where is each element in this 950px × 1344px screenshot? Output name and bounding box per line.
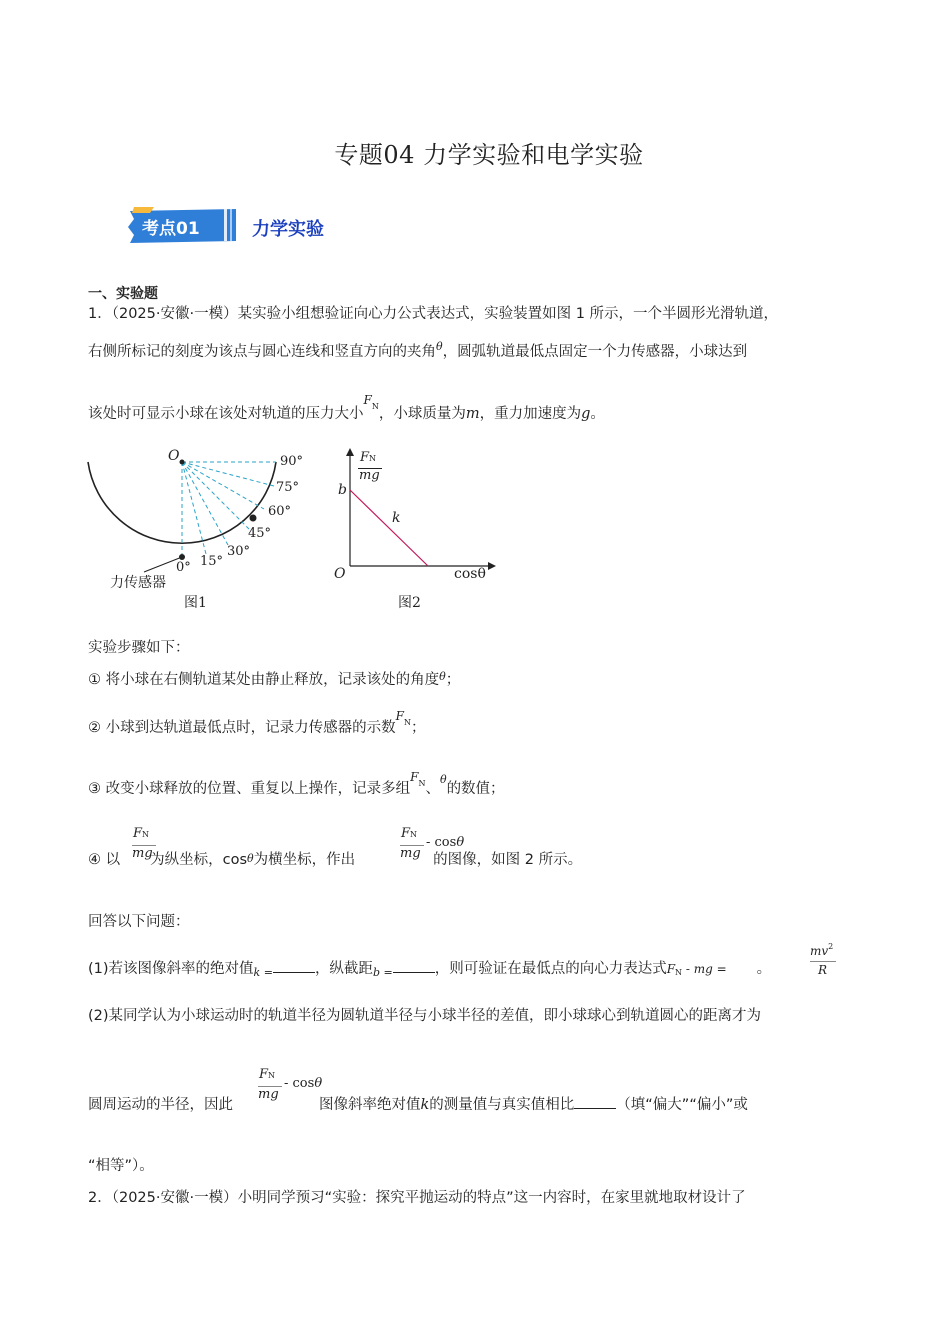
step-2: [88, 709, 426, 740]
mass-symbol: m: [465, 406, 480, 422]
part-1-text-a: (1)若该图像斜率的绝对值: [88, 961, 254, 977]
page-title: 专题04 力学实验和电学实验: [334, 141, 644, 169]
exercise-heading: 一、实验题: [88, 286, 158, 302]
frac2-minus-cos: [426, 835, 464, 850]
angle-75-label: 75°: [276, 480, 300, 495]
step-4-theta: θ: [247, 852, 254, 865]
figure-1-caption: 图1: [184, 595, 207, 611]
formula-den: R: [818, 963, 828, 977]
angle-30-label: 30°: [227, 544, 251, 559]
q1-line3: [88, 393, 605, 426]
x-axis-label: cosθ: [454, 566, 486, 582]
step-4-fraction-1: [132, 826, 158, 866]
figure-1: [84, 446, 314, 616]
q1-number: 1．: [88, 306, 112, 322]
step-3-theta: θ: [439, 773, 447, 786]
q1-text-2b: ，圆弧轨道最低点固定一个力传感器，小球达到: [442, 344, 748, 360]
step-2-fn-sub: N: [403, 718, 411, 727]
step-1-text: ① 将小球在右侧轨道某处由静止释放，记录该处的角度: [88, 672, 440, 688]
step-3-fn-sub: N: [418, 779, 426, 788]
frac2-den: mg: [400, 846, 421, 861]
p2frac-f: F: [259, 1067, 269, 1082]
angle-0-label: 0°: [176, 560, 191, 575]
steps-intro: 实验步骤如下：: [88, 640, 190, 656]
theta-symbol: θ: [436, 340, 443, 353]
section-label: 力学实验: [252, 219, 324, 240]
step-2-text: ② 小球到达轨道最低点时，记录力传感器的示数: [88, 720, 396, 736]
step-2-end: ；: [410, 720, 426, 736]
q1-text-3d: 。: [590, 406, 605, 422]
step-1-end: ；: [445, 672, 461, 688]
step-1: [88, 670, 460, 691]
step-4-fraction-2: [400, 826, 480, 866]
fn-subscript: N: [371, 402, 379, 411]
y-axis-label-num: [360, 450, 376, 465]
formula-bar: [810, 961, 836, 962]
y-axis-sub: N: [369, 454, 377, 463]
part-1-end: 。: [756, 961, 772, 977]
step-4-text-c: 为横坐标，作出: [253, 852, 356, 868]
frac1-sub: N: [142, 830, 150, 839]
step-2-fn: F: [395, 709, 404, 723]
part-1-text-c: ，则可验证在最低点的向心力表达式: [434, 961, 667, 977]
origin-o-label: O: [334, 566, 346, 582]
b-equals: b =: [372, 966, 393, 979]
part-2-fraction: [258, 1067, 338, 1107]
q1-text-3c: ，重力加速度为: [479, 406, 582, 422]
q1-text-3a: 该处时可显示小球在该处对轨道的压力大小: [88, 406, 364, 422]
formula-num: [810, 944, 833, 958]
part-2-text-b: 圆周运动的半径，因此: [88, 1097, 233, 1113]
fn-symbol: F: [363, 393, 372, 407]
part-2-text-c: 图像斜率绝对值: [319, 1097, 421, 1113]
badge-label: 考点01: [142, 219, 200, 239]
step-4-text-d: 的图像，如图 2 所示。: [433, 852, 583, 868]
gravity-symbol: g: [581, 406, 591, 422]
formula-fraction: [810, 944, 838, 984]
answer-intro: 回答以下问题：: [88, 914, 190, 930]
frac1-num: [133, 826, 149, 841]
step-4-text-a: ④ 以: [88, 852, 121, 868]
step-3-sep: 、: [425, 781, 440, 797]
angle-15-label: 15°: [200, 554, 224, 569]
step-3-end: 的数值；: [446, 781, 505, 797]
p2frac-den: mg: [258, 1087, 279, 1102]
step-3-fn: F: [410, 770, 419, 784]
y-axis-label-den: mg: [359, 468, 380, 483]
frac2-f: F: [401, 826, 411, 841]
answer-part-2-line1: (2)某同学认为小球运动时的轨道半径为圆轨道半径与小球半径的差值，即小球球心到轨道圆心的距离才为: [88, 1008, 762, 1024]
q2-text: 小明同学预习“实验：探究平抛运动的特点”这一内容时，在家里就地取材设计了: [237, 1190, 746, 1206]
formula-f: F: [666, 962, 676, 976]
blank-k[interactable]: [273, 958, 315, 973]
y-axis-f: F: [360, 450, 370, 465]
p2frac-num: [259, 1067, 275, 1082]
blank-compare[interactable]: [574, 1094, 616, 1109]
frac1-f: F: [133, 826, 143, 841]
blank-b[interactable]: [393, 958, 435, 973]
q2-source: （2025·安徽·一模）: [111, 1190, 238, 1206]
q1-text-2a: 右侧所标记的刻度为该点与圆心连线和竖直方向的夹角: [88, 344, 436, 360]
figure-2-caption: 图2: [398, 595, 421, 611]
step-1-theta: θ: [439, 670, 446, 683]
force-sensor-label: 力传感器: [110, 575, 166, 591]
figure-2: [328, 446, 498, 616]
answer-part-2-line3: “相等”）。: [88, 1158, 154, 1174]
q2-line1: [88, 1188, 746, 1208]
p2frac-cos-text: - cos: [284, 1076, 315, 1091]
frac1-den: mg: [132, 846, 153, 861]
frac2-num: [401, 826, 417, 841]
formula-sup: 2: [828, 942, 834, 951]
answer-part-1: [88, 958, 771, 981]
step-4: [88, 850, 582, 871]
intercept-b-label: b: [338, 482, 347, 498]
part-1-text-b: ，纵截距: [314, 961, 373, 977]
formula-mid: - mg =: [682, 962, 727, 976]
q1-line2: [88, 342, 747, 363]
q1-text-3b: ，小球质量为: [378, 406, 466, 422]
step-3-text: ③ 改变小球释放的位置、重复以上操作，记录多组: [88, 781, 411, 797]
answer-part-2-line2: [88, 1094, 748, 1115]
p2frac-sub: N: [268, 1071, 276, 1080]
topic-badge: [124, 205, 240, 245]
formula-f-sub: N: [675, 968, 683, 977]
step-4-text-b: 为纵坐标，cos: [150, 852, 248, 868]
q1-text-1: 某实验小组想验证向心力公式表达式，实验装置如图 1 所示，一个半圆形光滑轨道，: [237, 306, 779, 322]
frac2-sub: N: [410, 830, 418, 839]
q1-line1: [88, 304, 778, 324]
center-o-label: O: [168, 448, 180, 464]
fn-mg-vs-cos-graph: [328, 446, 498, 616]
frac2-cos-text: - cos: [426, 835, 457, 850]
q2-number: 2．: [88, 1190, 112, 1206]
k-equals: k =: [253, 966, 273, 979]
formula-mv: mv: [810, 944, 829, 958]
angle-45-label: 45°: [248, 526, 272, 541]
p2frac-minus-cos: [284, 1076, 322, 1091]
step-3: [88, 770, 505, 801]
part-2-text-d: 的测量值与真实值相比: [429, 1097, 575, 1113]
frac2-theta: θ: [456, 835, 465, 850]
part-2-k: k: [420, 1097, 430, 1113]
p2frac-theta: θ: [314, 1076, 323, 1091]
angle-90-label: 90°: [280, 454, 304, 469]
q1-source: （2025·安徽·一模）: [111, 306, 238, 322]
part-2-text-e: （填“偏大”“偏小”或: [616, 1097, 748, 1113]
angle-60-label: 60°: [268, 504, 292, 519]
slope-k-label: k: [392, 510, 401, 526]
